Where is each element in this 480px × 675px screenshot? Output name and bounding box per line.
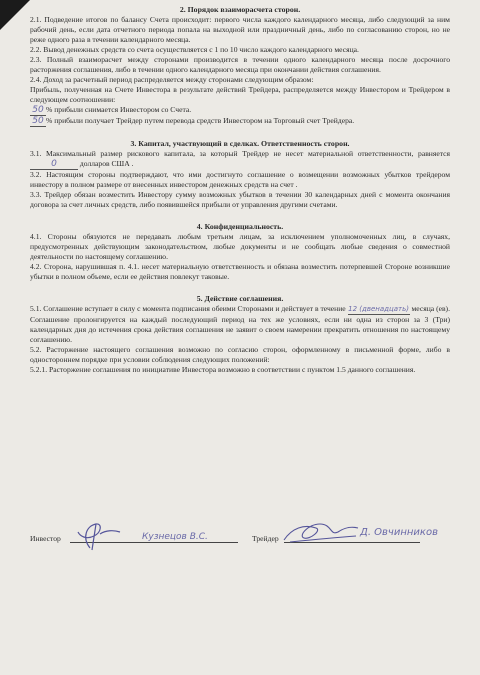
clause-2-1: 2.1. Подведение итогов по балансу Счета происходит: первого числа каждого календарного месяца, либо следующий за ним рабочий день, если дата отчетного периода попала на выходной или праздничный день, либо по согласованию сторон, но не реже одного раза в течении календарного месяца. [30, 15, 450, 44]
clause-2-3: 2.3. Полный взаиморасчет между сторонами производится в течении одного календарного месяца после досрочного расторжения соглашения, либо в течении одного календарного месяца при окончании действия соглашения. [30, 55, 450, 74]
section-5-title: 5. Действие соглашения. [196, 294, 284, 303]
investor-share-line [30, 105, 450, 116]
trader-share-text: % прибыли получает Трейдер путем перевода средств Инвестором на Торговый счет Трейдера. [46, 116, 355, 125]
clause-5-1-rest: месяца (ев). Соглашение пролонгируется на каждый последующий период на тех же условиях, если ни одна из сторон за 3 (Три) календарных дня до истечения срока действия соглашения не заявит о своем намерении прекратить отношения по настоящему соглашению. [30, 304, 450, 344]
risk-capital-value: 0 [30, 159, 78, 170]
trader-share-line [30, 116, 450, 127]
signature-block [30, 527, 450, 560]
investor-label: Инвестор [30, 534, 61, 543]
document-page [30, 4, 450, 543]
term-months-value: 12 (двенадцать) [348, 305, 409, 313]
clause-4-2: 4.2. Сторона, нарушившая п. 4.1. несет материальную ответственность и обязана возместить потерпевшей Стороне возникшие убытки в полном объеме, если ее действия повлекут таковые. [30, 262, 450, 281]
trader-signature [280, 518, 360, 548]
investor-name: Кузнецов В.С. [142, 532, 208, 542]
clause-3-2: 3.2. Настоящим стороны подтверждают, что ими достигнуто соглашение о возмещении возможных убытков трейдером инвестору в полном размере от внесенных инвестором денежных средств на счет . [30, 170, 450, 189]
clause-5-2: 5.2. Расторжение настоящего соглашения возможно по согласию сторон, оформленному в письменной форме, либо в одностороннем порядке при условии соблюдения следующих положений: [30, 345, 450, 364]
clause-3-3: 3.3. Трейдер обязан возместить Инвестору сумму возможных убытков в течении 30 календарных дней с момента окончания договора за счет личных средств, либо появившейся прибыли от управления другими счетами. [30, 190, 450, 209]
clause-5-1 [30, 304, 450, 345]
clause-3-1-text: 3.1. Максимальный размер рискового капитала, за который Трейдер не несет материальной ответственности, равняется [30, 149, 450, 158]
clause-5-1-text: 5.1. Соглашение вступает в силу с момента подписания обеими Сторонами и действует в течение [30, 304, 346, 313]
section-4-title: 4. Конфиденциальность. [196, 222, 284, 231]
section-2-title: 2. Порядок взаиморасчета сторон. [179, 5, 301, 14]
investor-share-text: % прибыли снимается Инвестором со Счета. [46, 105, 192, 114]
section-3-title: 3. Капитал, участвующий в сделках. Ответственность сторон. [130, 139, 350, 148]
clause-4-1: 4.1. Стороны обязуются не передавать любым третьим лицам, за исключением уполномоченных лиц, в случаях, предусмотренных действующим законодательством, любые документы и не сообщать любые сведения о совместной деятельности по настоящему соглашению. [30, 232, 450, 261]
clause-3-1-unit: долларов США . [79, 159, 134, 168]
trader-share-value: 50 [30, 116, 46, 127]
trader-name: Д. Овчинников [360, 527, 438, 538]
investor-signature [72, 520, 122, 552]
clause-2-4-text: Прибыль, полученная на Счете Инвестора в результате действий Трейдера, распределяется между Инвестором и Трейдером в следующем соотношении: [30, 85, 450, 104]
scan-corner-shadow [0, 0, 30, 30]
trader-label: Трейдер [252, 534, 279, 543]
investor-share-value: 50 [30, 105, 46, 116]
clause-2-2: 2.2. Вывод денежных средств со счета осуществляется с 1 по 10 число каждого календарного месяца. [30, 45, 359, 54]
clause-2-4: 2.4. Доход за расчетный период распределяется между сторонами следующим образом: [30, 75, 314, 84]
clause-5-2-1: 5.2.1. Расторжение соглашения по инициативе Инвестора возможно в соответствии с пунктом 1.5 данного соглашения. [30, 365, 416, 374]
clause-3-1 [30, 149, 450, 170]
